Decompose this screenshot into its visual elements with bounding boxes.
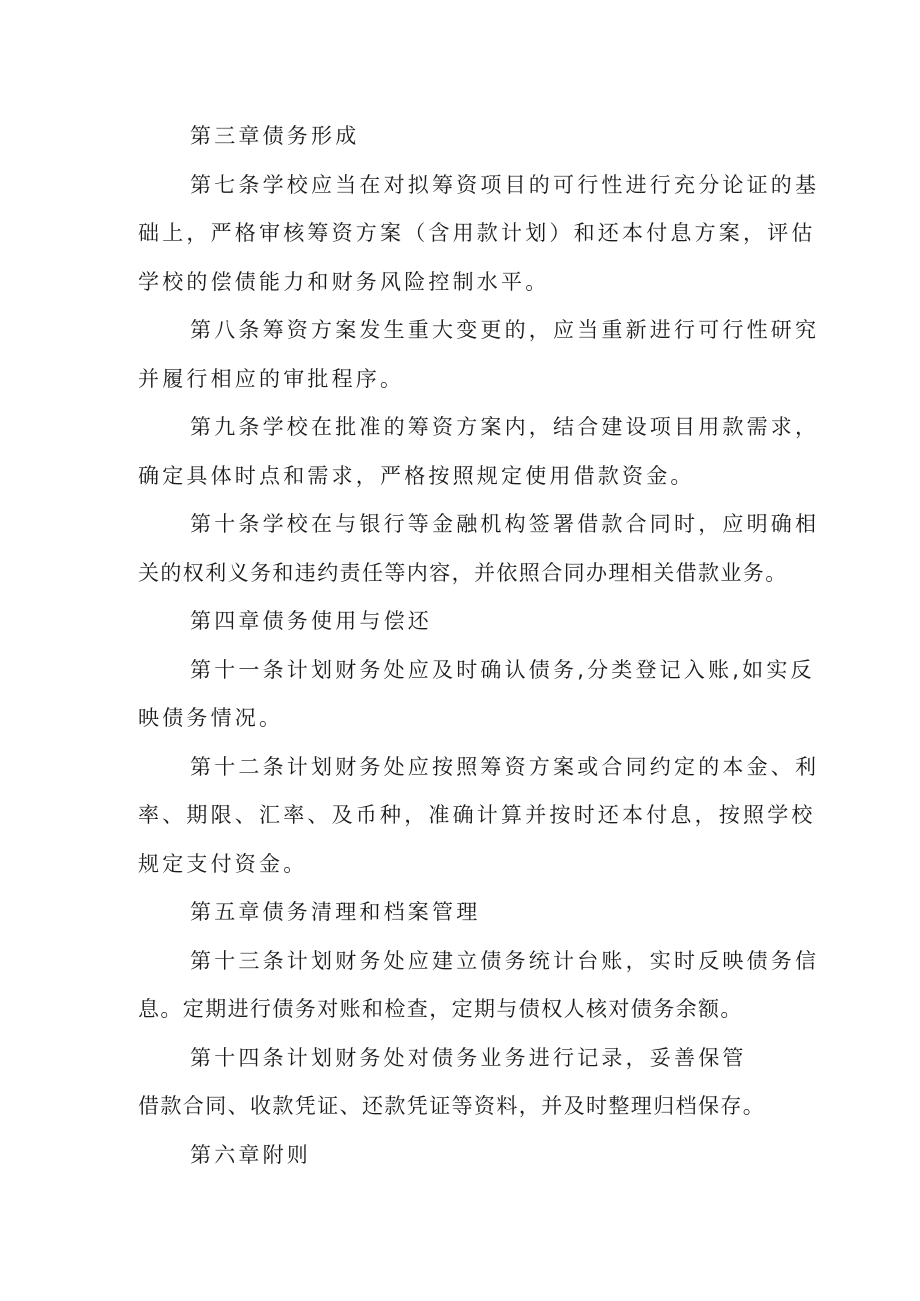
article-10: [138, 500, 820, 597]
chapter-heading: 第三章债务形成: [190, 124, 360, 148]
article-11: [138, 646, 815, 743]
article-9: [138, 403, 820, 500]
article-line: 并履行相应的审批程序。: [138, 366, 405, 391]
article-12: [138, 743, 820, 889]
article-line: 第十条学校在与银行等金融机构签署借款合同时，应明确相: [190, 512, 820, 536]
chapter-heading: 第六章附则: [190, 1142, 311, 1167]
article-line: 第十三条计划财务处应建立债务统计台账，实时反映债务信: [190, 948, 820, 973]
article-line: 确定具体时点和需求，严格按照规定使用借款资金。: [138, 463, 695, 488]
article-line: 息。定期进行债务对账和检查，定期与债权人核对债务余额。: [138, 997, 743, 1021]
article-line: 第七条学校应当在对拟筹资项目的可行性进行充分论证的基: [190, 172, 820, 197]
article-14: [138, 1034, 798, 1131]
chapter-heading: 第四章债务使用与偿还: [190, 609, 432, 633]
article-line: 第十一条计划财务处应及时确认债务,分类登记入账,如实反: [190, 657, 815, 682]
article-13: [138, 937, 820, 1034]
article-8: [138, 306, 820, 403]
article-line: 第十四条计划财务处对债务业务进行记录，妥善保管: [190, 1045, 747, 1070]
chapter-heading: 第五章债务清理和档案管理: [190, 900, 481, 924]
document-body: [138, 112, 820, 1179]
article-line: 第九条学校在批准的筹资方案内，结合建设项目用款需求，: [190, 415, 820, 439]
article-line: 第八条筹资方案发生重大变更的，应当重新进行可行性研究: [190, 318, 820, 342]
article-line: 第十二条计划财务处应按照筹资方案或合同约定的本金、利: [190, 754, 820, 779]
article-line: 映债务情况。: [138, 706, 284, 730]
article-line: 础上，严格审核筹资方案（含用款计划）和还本付息方案，评估: [138, 221, 816, 245]
article-7: [138, 161, 820, 307]
article-line: 学校的偿债能力和财务风险控制水平。: [138, 269, 550, 294]
article-line: 率、期限、汇率、及币种，准确计算并按时还本付息，按照学校: [138, 803, 816, 827]
article-line: 规定支付资金。: [138, 851, 308, 876]
article-line: 关的权利义务和违约责任等内容，并依照合同办理相关借款业务。: [138, 560, 788, 585]
article-line: 借款合同、收款凭证、还款凭证等资料，并及时整理归档保存。: [138, 1094, 766, 1118]
